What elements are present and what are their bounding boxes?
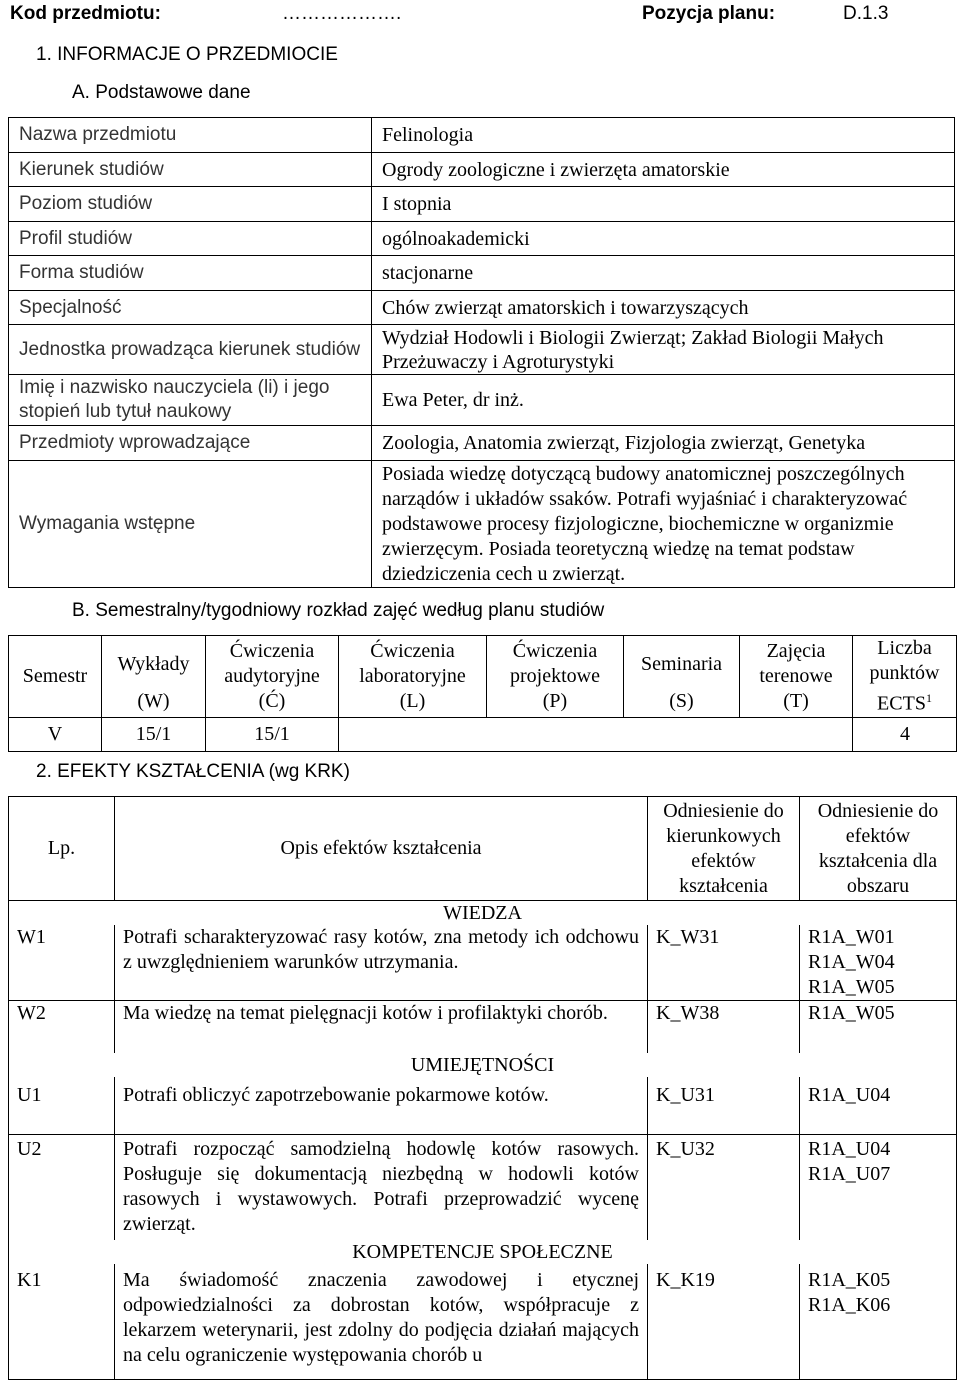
field-value: ogólnoakademicki bbox=[372, 222, 955, 256]
field-label: Imię i nazwisko nauczyciela (li) i jego stopień lub tytuł naukowy bbox=[9, 375, 372, 426]
field-label: Kierunek studiów bbox=[9, 153, 372, 187]
field-label: Forma studiów bbox=[9, 256, 372, 291]
row-kier: K_W31 bbox=[648, 925, 800, 1001]
col-semestr: Semestr bbox=[9, 636, 102, 718]
cell-empty bbox=[624, 717, 740, 751]
section-label: WIEDZA bbox=[9, 901, 957, 926]
col-seminaria: Seminaria (S) bbox=[624, 636, 740, 718]
cell-empty bbox=[339, 717, 487, 751]
section-1-title: 1. INFORMACJE O PRZEDMIOCIE bbox=[36, 44, 338, 65]
row-obsz: R1A_U04 bbox=[800, 1077, 957, 1135]
table-row bbox=[9, 325, 955, 375]
field-label: Wymagania wstępne bbox=[9, 461, 372, 588]
table-row bbox=[9, 187, 955, 222]
cell-ects: 4 bbox=[853, 717, 957, 751]
table-row bbox=[9, 291, 955, 325]
cell-cwiczenia: 15/1 bbox=[206, 717, 339, 751]
row-desc: Potrafi rozpocząć samodzielną hodowlę kotów rasowych. Posługuje się dokumentacją niezbędną w hodowli kotów rasowych i wystawowych. Potrafi przeprowadzić wycenę zwierząt. bbox=[115, 1135, 648, 1240]
col-odniesienie-kierunkowe: Odniesienie do kierunkowych efektów kształcenia bbox=[648, 797, 800, 901]
col-odniesienie-obszar: Odniesienie do efektów kształcenia dla obszaru bbox=[800, 797, 957, 901]
section-a-title: A. Podstawowe dane bbox=[72, 82, 251, 103]
field-value: stacjonarne bbox=[372, 256, 955, 291]
cell-empty bbox=[740, 717, 853, 751]
table-row bbox=[9, 426, 955, 461]
field-value: Felinologia bbox=[372, 118, 955, 153]
cell-empty bbox=[487, 717, 624, 751]
table-row bbox=[9, 461, 955, 588]
row-desc: Potrafi scharakteryzować rasy kotów, zna metody ich odchowu z uwzględnieniem warunków utrzymania. bbox=[115, 925, 648, 1001]
col-opis: Opis efektów kształcenia bbox=[115, 797, 648, 901]
field-value: I stopnia bbox=[372, 187, 955, 222]
section-row-wiedza bbox=[9, 901, 957, 926]
col-ects: Liczba punktów ECTS$^1$ bbox=[853, 636, 957, 718]
field-value: Ogrody zoologiczne i zwierzęta amatorskie bbox=[372, 153, 955, 187]
course-code-value: ………………. bbox=[282, 3, 402, 24]
field-label: Specjalność bbox=[9, 291, 372, 325]
row-kier: K_K19 bbox=[648, 1264, 800, 1380]
field-value: Zoologia, Anatomia zwierząt, Fizjologia zwierząt, Genetyka bbox=[372, 426, 955, 461]
table-row bbox=[9, 925, 957, 1001]
row-lp: K1 bbox=[9, 1264, 115, 1380]
col-cwiczenia-projektowe: Ćwiczenia projektowe (P) bbox=[487, 636, 624, 718]
field-value: Posiada wiedzę dotyczącą budowy anatomicznej poszczególnych narządów i układów ssaków. Potrafi wyjaśniać i charakteryzować podstawowe procesy fizjologiczne, biochemiczne w organizmie zwierzęcym. Posiada teoretyczną wiedzę na temat podstaw dziedziczenia cech u zwierząt. bbox=[372, 461, 955, 588]
row-kier: K_W38 bbox=[648, 1001, 800, 1053]
plan-position-value: D.1.3 bbox=[843, 3, 889, 24]
table-row bbox=[9, 1077, 957, 1135]
row-obsz: R1A_W01 R1A_W04 R1A_W05 bbox=[800, 925, 957, 1001]
learning-outcomes-table bbox=[8, 796, 957, 1380]
schedule-table bbox=[8, 635, 957, 752]
section-2-title: 2. EFEKTY KSZTAŁCENIA (wg KRK) bbox=[36, 761, 350, 782]
table-row bbox=[9, 1264, 957, 1380]
row-lp: W1 bbox=[9, 925, 115, 1001]
row-desc: Ma świadomość znaczenia zawodowej i etycznej odpowiedzialności za dobrostan kotów, współpracuje z lekarzem weterynarii, jest zdolny do podjęcia działań mających na celu ograniczenie występowania chorób u bbox=[115, 1264, 648, 1380]
table-row bbox=[9, 153, 955, 187]
table-row bbox=[9, 118, 955, 153]
row-lp: W2 bbox=[9, 1001, 115, 1053]
table-header-row bbox=[9, 636, 957, 718]
col-zajecia-terenowe: Zajęcia terenowe (T) bbox=[740, 636, 853, 718]
table-row bbox=[9, 1001, 957, 1053]
field-value: Ewa Peter, dr inż. bbox=[372, 375, 955, 426]
row-obsz: R1A_W05 bbox=[800, 1001, 957, 1053]
row-desc: Ma wiedzę na temat pielęgnacji kotów i profilaktyki chorób. bbox=[115, 1001, 648, 1053]
field-label: Nazwa przedmiotu bbox=[9, 118, 372, 153]
field-value: Chów zwierząt amatorskich i towarzyszących bbox=[372, 291, 955, 325]
cell-semestr: V bbox=[9, 717, 102, 751]
section-row-umiejetnosci bbox=[9, 1053, 957, 1077]
row-kier: K_U31 bbox=[648, 1077, 800, 1135]
col-cwiczenia-audytoryjne: Ćwiczenia audytoryjne (Ć) bbox=[206, 636, 339, 718]
field-label: Jednostka prowadząca kierunek studiów bbox=[9, 325, 372, 375]
field-label: Profil studiów bbox=[9, 222, 372, 256]
plan-position-label: Pozycja planu: bbox=[642, 3, 776, 24]
section-label: KOMPETENCJE SPOŁECZNE bbox=[9, 1240, 957, 1264]
field-label: Przedmioty wprowadzające bbox=[9, 426, 372, 461]
section-label: UMIEJĘTNOŚCI bbox=[9, 1053, 957, 1077]
course-code-label: Kod przedmiotu: bbox=[10, 3, 161, 24]
table-row bbox=[9, 256, 955, 291]
row-kier: K_U32 bbox=[648, 1135, 800, 1240]
col-cwiczenia-laboratoryjne: Ćwiczenia laboratoryjne (L) bbox=[339, 636, 487, 718]
table-row bbox=[9, 375, 955, 426]
row-obsz: R1A_U04 R1A_U07 bbox=[800, 1135, 957, 1240]
table-row bbox=[9, 717, 957, 751]
col-wyklady: Wykłady (W) bbox=[102, 636, 206, 718]
table-row bbox=[9, 222, 955, 256]
field-label: Poziom studiów bbox=[9, 187, 372, 222]
row-desc: Potrafi obliczyć zapotrzebowanie pokarmowe kotów. bbox=[115, 1077, 648, 1135]
col-lp: Lp. bbox=[9, 797, 115, 901]
section-row-kompetencje bbox=[9, 1240, 957, 1264]
cell-wyklady: 15/1 bbox=[102, 717, 206, 751]
table-header-row bbox=[9, 797, 957, 901]
row-obsz: R1A_K05 R1A_K06 bbox=[800, 1264, 957, 1380]
row-lp: U2 bbox=[9, 1135, 115, 1240]
table-row bbox=[9, 1135, 957, 1240]
basic-data-table bbox=[8, 117, 955, 588]
section-b-title: B. Semestralny/tygodniowy rozkład zajęć według planu studiów bbox=[72, 600, 605, 621]
field-value: Wydział Hodowli i Biologii Zwierząt; Zakład Biologii Małych Przeżuwaczy i Agroturystyki bbox=[372, 325, 955, 375]
row-lp: U1 bbox=[9, 1077, 115, 1135]
